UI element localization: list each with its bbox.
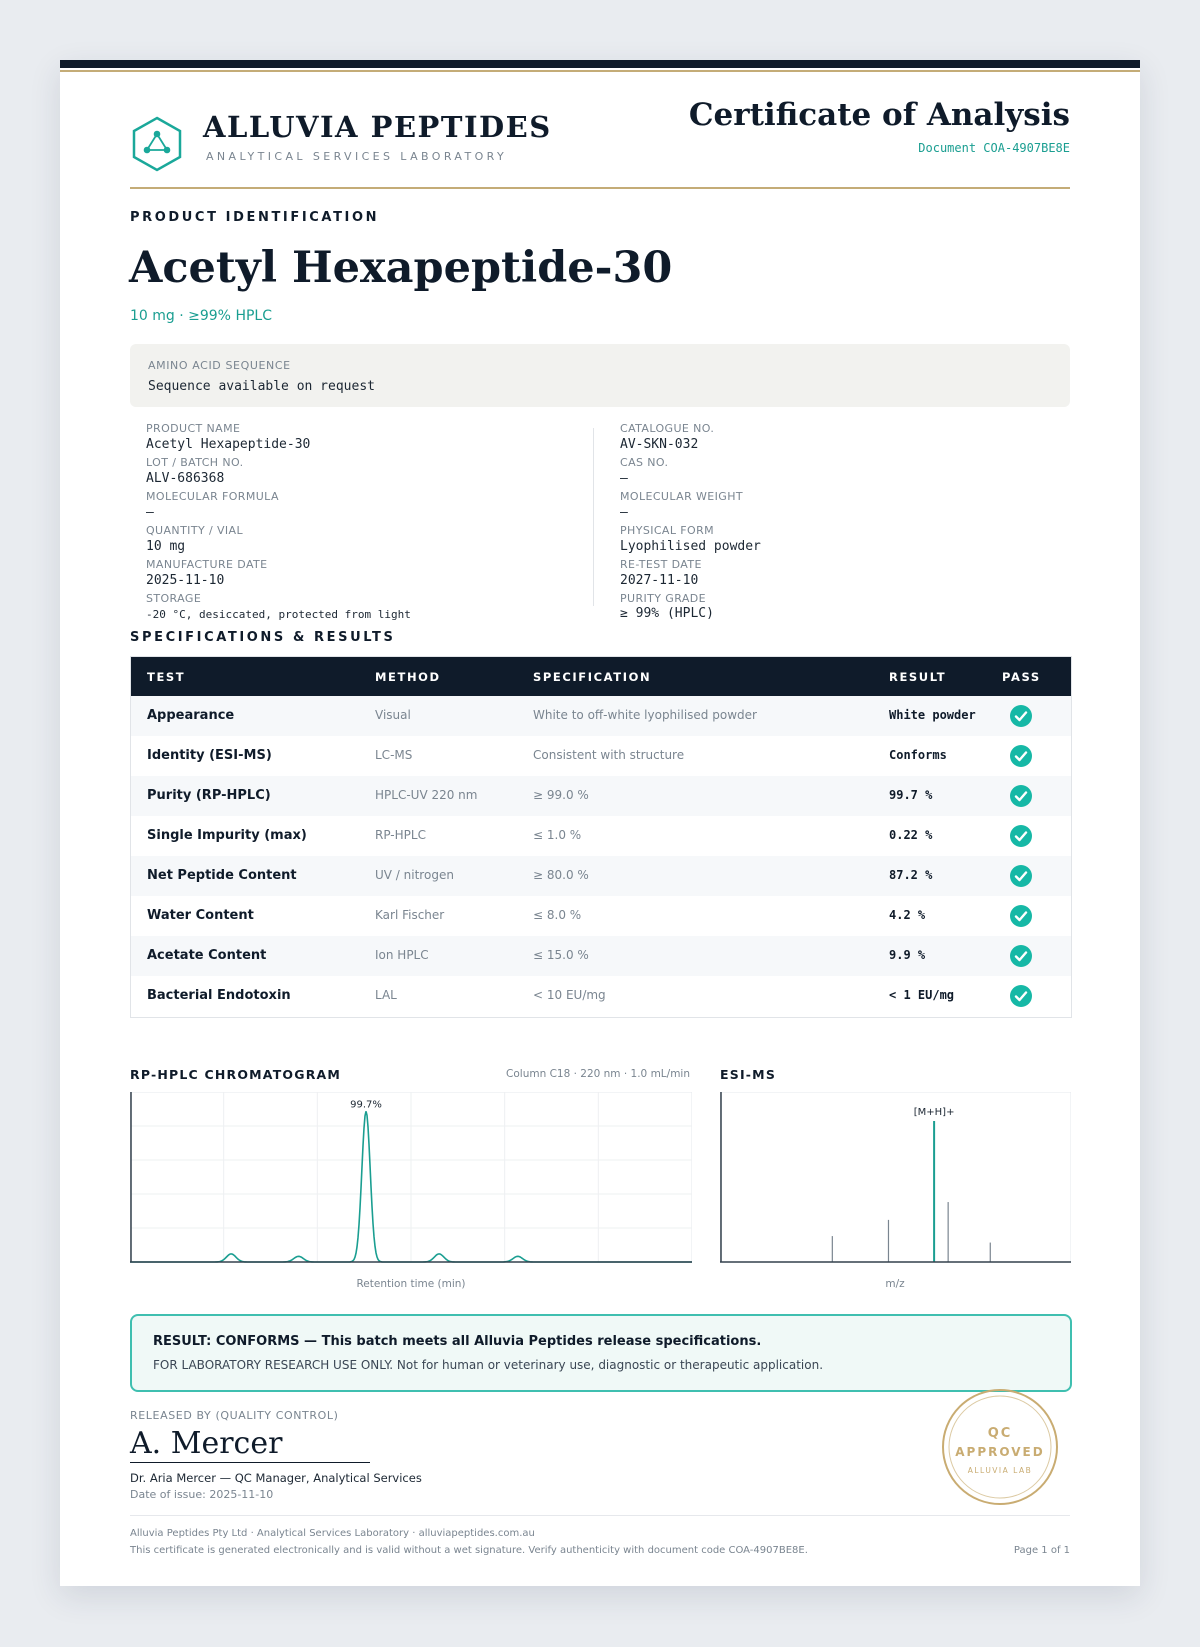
meta-value: -20 °C, desiccated, protected from light [146,608,411,621]
meta-value: — [146,505,154,520]
check-circle-icon [1010,785,1032,807]
spec-cell: ≥ 99.0 % [533,788,589,802]
method-cell: HPLC-UV 220 nm [375,788,478,802]
meta-label: PHYSICAL FORM [620,524,715,537]
meta-value: 10 mg [146,539,186,554]
test-cell: Identity (ESI-MS) [147,748,272,763]
meta-label: MOLECULAR WEIGHT [620,490,743,503]
qc-approved-stamp [941,1388,1059,1506]
meta-label: PURITY GRADE [620,592,706,605]
ms-chart-title: ESI-MS [720,1067,777,1082]
meta-value: — [620,505,628,520]
col-method: METHOD [375,670,441,684]
page-number: Page 1 of 1 [1013,1545,1070,1556]
plot-area [720,1092,1071,1262]
result-cell: < 1 EU/mg [889,988,955,1002]
table-row [131,736,1071,776]
product-section-label: PRODUCT IDENTIFICATION [130,210,380,225]
research-use-note: FOR LABORATORY RESEARCH USE ONLY. Not for human or veterinary use, diagnostic or therapeutic application. [153,1358,824,1372]
meta-label: RE-TEST DATE [620,558,702,571]
spec-cell: ≤ 8.0 % [533,908,582,922]
table-row [131,976,1071,1016]
hplc-chart-title: RP-HPLC CHROMATOGRAM [130,1067,342,1082]
check-circle-icon [1010,945,1032,967]
peak-label: 99.7% [350,1099,382,1111]
sequence-box [130,344,1070,407]
check-circle-icon [1010,825,1032,847]
meta-label: MANUFACTURE DATE [146,558,268,571]
meta-label: LOT / BATCH NO. [146,456,244,469]
meta-value: Acetyl Hexapeptide-30 [146,437,311,452]
result-cell: 99.7 % [889,788,933,802]
specs-table [130,656,1072,1018]
stamp-qc-text: QC [987,1426,1013,1441]
signature: A. Mercer [130,1426,283,1461]
result-statement: RESULT: CONFORMS — This batch meets all Alluvia Peptides release specifications. [153,1334,762,1349]
method-cell: UV / nitrogen [375,868,454,882]
meta-value: 2027-11-10 [620,573,699,588]
check-circle-icon [1010,745,1032,767]
table-row [131,816,1071,856]
meta-value: ALV-686368 [146,471,225,486]
meta-label: STORAGE [146,592,202,605]
hplc-chart-note: Column C18 · 220 nm · 1.0 mL/min [506,1068,690,1080]
check-circle-icon [1010,985,1032,1007]
meta-label: CAS NO. [620,456,669,469]
meta-label: PRODUCT NAME [146,422,241,435]
footer-divider [130,1515,1070,1516]
result-cell: 4.2 % [889,908,926,922]
ms-x-axis-label: m/z [885,1278,905,1290]
header-divider [130,187,1070,189]
test-cell: Net Peptide Content [147,868,297,883]
meta-divider [593,428,594,606]
result-cell: White powder [889,708,976,722]
meta-value: — [620,471,628,486]
document-code: Document COA-4907BE8E [918,141,1070,155]
document-title: Certificate of Analysis [688,97,1070,133]
result-cell: Conforms [889,748,947,762]
table-row [131,936,1071,976]
test-cell: Purity (RP-HPLC) [147,788,271,803]
check-circle-icon [1010,865,1032,887]
meta-label: QUANTITY / VIAL [146,524,243,537]
meta-label: MOLECULAR FORMULA [146,490,279,503]
meta-value: ≥ 99% (HPLC) [620,606,714,621]
top-gold-line [60,70,1140,72]
test-cell: Single Impurity (max) [147,828,307,843]
signer-name: Dr. Aria Mercer — QC Manager, Analytical Services [130,1471,422,1485]
issue-date: Date of issue: 2025-11-10 [130,1488,274,1501]
spec-cell: ≤ 1.0 % [533,828,582,842]
test-cell: Bacterial Endotoxin [147,988,291,1003]
spec-cell: White to off-white lyophilised powder [533,708,757,722]
meta-value: Lyophilised powder [620,539,761,554]
top-accent-bar [60,60,1140,68]
ms-peak-label: [M+H]+ [913,1107,955,1119]
product-subtitle: 10 mg · ≥99% HPLC [130,308,272,324]
check-circle-icon [1010,905,1032,927]
specs-section-label: SPECIFICATIONS & RESULTS [130,630,396,645]
spec-cell: ≥ 80.0 % [533,868,589,882]
test-cell: Acetate Content [147,948,267,963]
test-cell: Water Content [147,908,254,923]
sequence-label: AMINO ACID SEQUENCE [148,359,291,372]
certificate-page [60,60,1140,1586]
hexagon-molecule-icon [130,115,184,173]
method-cell: LC-MS [375,748,413,762]
spec-cell: < 10 EU/mg [533,988,606,1002]
hplc-x-axis-label: Retention time (min) [356,1278,466,1290]
meta-value: 2025-11-10 [146,573,225,588]
col-result: RESULT [889,670,947,684]
brand-name: ALLUVIA PEPTIDES [203,110,552,144]
released-by-label: RELEASED BY (QUALITY CONTROL) [130,1409,339,1422]
table-row [131,896,1071,936]
spec-cell: ≤ 15.0 % [533,948,589,962]
footer-disclaimer: This certificate is generated electronically and is valid without a wet signature. Verify authenticity with document code COA-4907BE8E. [130,1545,808,1556]
table-row [131,776,1071,816]
col-pass: PASS [1002,670,1041,684]
stamp-lab-text: ALLUVIA LAB [967,1466,1033,1475]
method-cell: Ion HPLC [375,948,429,962]
footer-company: Alluvia Peptides Pty Ltd · Analytical Services Laboratory · alluviapeptides.com.au [130,1528,535,1539]
table-header [131,657,1071,696]
ms-spectrum [720,1092,1071,1267]
check-circle-icon [1010,705,1032,727]
meta-label: CATALOGUE NO. [620,422,715,435]
col-spec: SPECIFICATION [533,670,652,684]
method-cell: RP-HPLC [375,828,426,842]
brand-subtitle: ANALYTICAL SERVICES LABORATORY [206,150,508,163]
spec-cell: Consistent with structure [533,748,685,762]
method-cell: Visual [375,708,411,722]
table-row [131,696,1071,736]
result-cell: 87.2 % [889,868,933,882]
product-title: Acetyl Hexapeptide-30 [129,243,673,293]
test-cell: Appearance [147,708,235,723]
result-cell: 0.22 % [889,828,933,842]
col-test: TEST [147,670,186,684]
hplc-chromatogram [130,1092,692,1267]
sequence-value: Sequence available on request [148,379,375,394]
method-cell: Karl Fischer [375,908,445,922]
result-cell: 9.9 % [889,948,926,962]
stamp-approved-text: APPROVED [955,1445,1045,1459]
table-row [131,856,1071,896]
method-cell: LAL [375,988,397,1002]
signature-line [130,1462,370,1463]
meta-value: AV-SKN-032 [620,437,699,452]
result-box [130,1314,1072,1392]
